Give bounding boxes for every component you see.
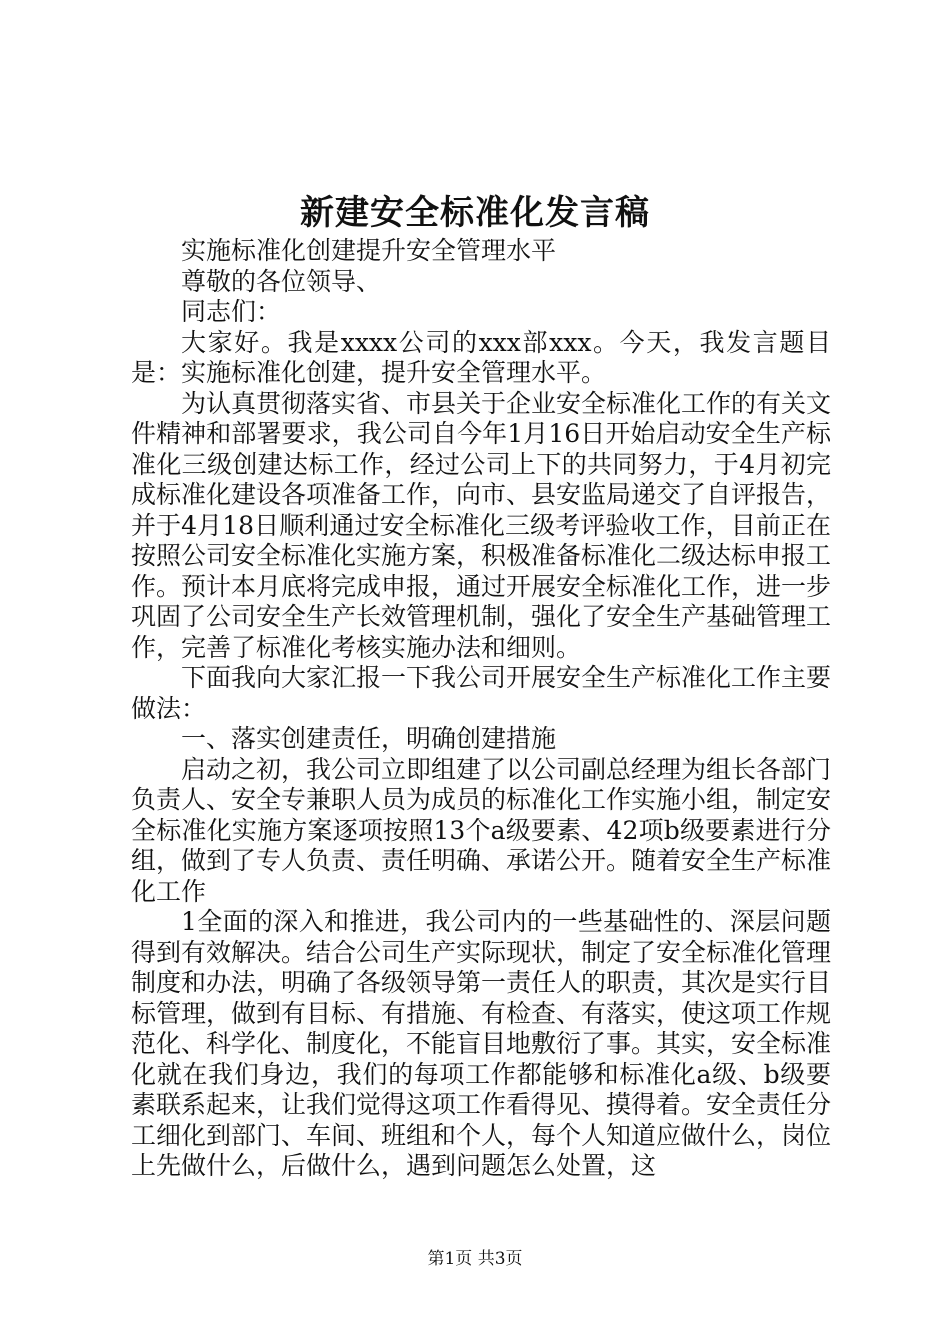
body-paragraph: 1全面的深入和推进，我公司内的一些基础性的、深层问题得到有效解决。结合公司生产实际现状，制定了安全标准化管理制度和办法，明确了各级领导第一责任人的职责，其次是实行目标管理，做到有目标、有措施、有检查、有落实，使这项工作规范化、科学化、制度化，不能盲目地敷衍了事。其实，安全标准化就在我们身边，我们的每项工作都能够和标准化a级、b级要素联系起来，让我们觉得这项工作看得见、摸得着。安全责任分工细化到部门、车间、班组和个人，每个人知道应做什么，岗位上先做什么，后做什么，遇到问题怎么处置，这 — [131, 907, 832, 1180]
salutation-line: 同志们： — [181, 297, 282, 326]
document-title: 新建安全标准化发言稿 — [300, 193, 650, 233]
body-paragraph: 启动之初，我公司立即组建了以公司副总经理为组长各部门负责人、安全专兼职人员为成员的标准化工作实施小组，制定安全标准化实施方案逐项按照13个a级要素、42项b级要素进行分组，做到了专人负责、责任明确、承诺公开。随着安全生产标准化工作 — [131, 754, 832, 906]
body-paragraph: 为认真贯彻落实省、市县关于企业安全标准化工作的有关文件精神和部署要求，我公司自今年1月16日开始启动安全生产标准化三级创建达标工作，经过公司上下的共同努力，于4月初完成标准化建设各项准备工作，向市、县安监局递交了自评报告，并于4月18日顺利通过安全标准化三级考评验收工作，目前正在按照公司安全标准化实施方案，积极准备标准化二级达标申报工作。预计本月底将完成申报，通过开展安全标准化工作，进一步巩固了公司安全生产长效管理机制，强化了安全生产基础管理工作，完善了标准化考核实施办法和细则。 — [131, 388, 832, 662]
section-heading: 一、落实创建责任，明确创建措施 — [181, 724, 557, 753]
body-paragraph: 大家好。我是xxxx公司的xxx部xxx。今天，我发言题目是：实施标准化创建，提升安全管理水平。 — [131, 327, 831, 387]
subtitle-line: 实施标准化创建提升安全管理水平 — [181, 236, 557, 265]
document-body — [131, 236, 831, 1182]
salutation-line: 尊敬的各位领导、 — [181, 266, 382, 296]
body-paragraph: 下面我向大家汇报一下我公司开展安全生产标准化工作主要做法： — [131, 663, 832, 723]
page-footer: 第1页 共3页 — [427, 1249, 523, 1269]
